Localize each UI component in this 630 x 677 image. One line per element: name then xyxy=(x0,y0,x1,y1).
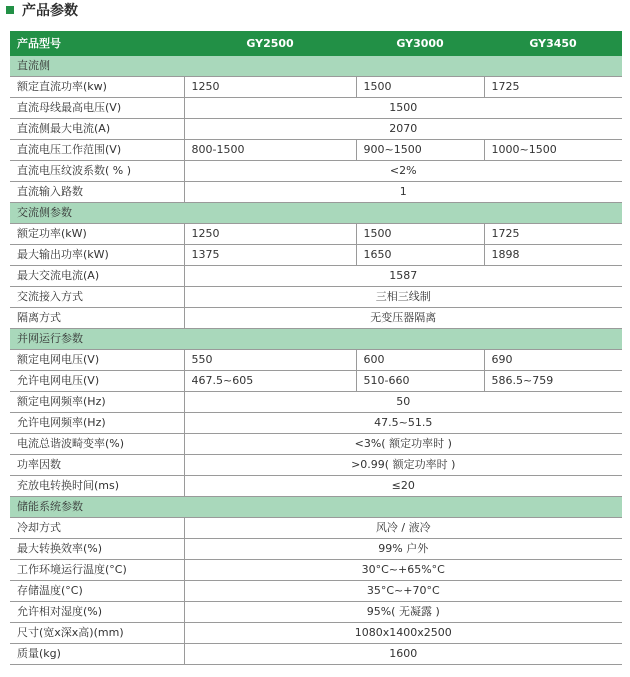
row-label: 工作环境运行温度(°C) xyxy=(10,560,184,581)
row-label: 允许电网电压(V) xyxy=(10,371,184,392)
row-value: 600 xyxy=(356,350,484,371)
section-row xyxy=(10,56,622,77)
row-value: 900~1500 xyxy=(356,140,484,161)
row-value-merged xyxy=(184,518,622,539)
table-row xyxy=(10,539,622,560)
row-value-merged xyxy=(184,308,622,329)
row-value: 2070 xyxy=(389,122,418,135)
row-value-merged xyxy=(184,581,622,602)
table-row xyxy=(10,287,622,308)
row-label: 直流母线最高电压(V) xyxy=(10,98,184,119)
table-row xyxy=(10,623,622,644)
row-label: 额定电网电压(V) xyxy=(10,350,184,371)
row-value: 35°C~+70°C xyxy=(366,584,440,597)
row-value-merged xyxy=(184,266,622,287)
row-value: 800-1500 xyxy=(184,140,356,161)
row-label: 额定功率(kW) xyxy=(10,224,184,245)
row-label: 存储温度(°C) xyxy=(10,581,184,602)
row-value: <3%( 额定功率时 ) xyxy=(354,437,452,450)
table-row xyxy=(10,560,622,581)
section-label: 交流侧参数 xyxy=(10,203,622,224)
table-row xyxy=(10,161,622,182)
row-value-merged xyxy=(184,644,622,665)
row-label: 直流电压纹波系数( % ) xyxy=(10,161,184,182)
section-row xyxy=(10,497,622,518)
table-row xyxy=(10,224,622,245)
row-value: >0.99( 额定功率时 ) xyxy=(351,458,456,471)
row-value: 1080x1400x2500 xyxy=(354,626,452,639)
row-label: 最大输出功率(kW) xyxy=(10,245,184,266)
row-value: 1600 xyxy=(389,647,418,660)
table-row xyxy=(10,602,622,623)
row-label: 直流侧最大电流(A) xyxy=(10,119,184,140)
row-value: 690 xyxy=(484,350,622,371)
row-value: 1725 xyxy=(484,77,622,98)
table-row xyxy=(10,581,622,602)
row-value: <2% xyxy=(389,164,417,177)
row-value: 47.5~51.5 xyxy=(374,416,433,429)
row-label: 充放电转换时间(ms) xyxy=(10,476,184,497)
table-header-row xyxy=(10,31,622,56)
row-label: 最大转换效率(%) xyxy=(10,539,184,560)
row-value: 95%( 无凝露 ) xyxy=(366,605,440,618)
section-label: 并网运行参数 xyxy=(10,329,622,350)
row-value-merged xyxy=(184,161,622,182)
row-value: 1898 xyxy=(484,245,622,266)
header-gy3000: GY3000 xyxy=(356,31,484,56)
row-value: 1587 xyxy=(389,269,418,282)
row-value: 1725 xyxy=(484,224,622,245)
row-label: 直流电压工作范围(V) xyxy=(10,140,184,161)
table-row xyxy=(10,371,622,392)
row-label: 尺寸(宽x深x高)(mm) xyxy=(10,623,184,644)
table-row xyxy=(10,140,622,161)
table-row xyxy=(10,245,622,266)
table-row xyxy=(10,434,622,455)
row-value: 50 xyxy=(396,395,411,408)
row-label: 交流接入方式 xyxy=(10,287,184,308)
row-label: 电流总谐波畸变率(%) xyxy=(10,434,184,455)
title-marker xyxy=(6,6,14,14)
table-row xyxy=(10,350,622,371)
section-row xyxy=(10,329,622,350)
row-value-merged xyxy=(184,476,622,497)
row-value: 550 xyxy=(184,350,356,371)
table-row xyxy=(10,182,622,203)
row-value: 1250 xyxy=(184,77,356,98)
row-value: 1650 xyxy=(356,245,484,266)
row-value: 无变压器隔离 xyxy=(370,311,437,324)
row-label: 功率因数 xyxy=(10,455,184,476)
header-gy3450: GY3450 xyxy=(484,31,622,56)
row-value: 三相三线制 xyxy=(375,290,431,303)
table-row xyxy=(10,392,622,413)
row-value: 510-660 xyxy=(356,371,484,392)
table-row xyxy=(10,266,622,287)
table-row xyxy=(10,308,622,329)
row-label: 最大交流电流(A) xyxy=(10,266,184,287)
table-row xyxy=(10,98,622,119)
row-value: 1375 xyxy=(184,245,356,266)
row-value: 风冷 / 液冷 xyxy=(375,521,431,534)
row-value: 1500 xyxy=(356,224,484,245)
table-row xyxy=(10,455,622,476)
row-value-merged xyxy=(184,413,622,434)
section-row xyxy=(10,203,622,224)
section-label: 直流侧 xyxy=(10,56,622,77)
header-model: 产品型号 xyxy=(10,31,184,56)
row-value-merged xyxy=(184,392,622,413)
row-value: 30°C~+65%°C xyxy=(361,563,445,576)
row-value: 467.5~605 xyxy=(184,371,356,392)
row-value-merged xyxy=(184,560,622,581)
row-value: 1000~1500 xyxy=(484,140,622,161)
table-row xyxy=(10,413,622,434)
row-value: 99% 户外 xyxy=(378,542,429,555)
table-row xyxy=(10,476,622,497)
row-label: 冷却方式 xyxy=(10,518,184,539)
table-row xyxy=(10,644,622,665)
row-value-merged xyxy=(184,602,622,623)
row-value: 1500 xyxy=(356,77,484,98)
row-value-merged xyxy=(184,434,622,455)
row-label: 允许相对湿度(%) xyxy=(10,602,184,623)
row-value: 1 xyxy=(399,185,407,198)
spec-table xyxy=(10,31,622,665)
section-label: 储能系统参数 xyxy=(10,497,622,518)
row-value: 586.5~759 xyxy=(484,371,622,392)
page-title xyxy=(6,0,78,20)
row-value-merged xyxy=(184,119,622,140)
page-title-text: 产品参数 xyxy=(22,3,78,19)
row-value-merged xyxy=(184,455,622,476)
row-value: ≤20 xyxy=(391,479,415,492)
spec-table-body xyxy=(10,56,622,665)
row-value-merged xyxy=(184,539,622,560)
table-row xyxy=(10,518,622,539)
row-label: 隔离方式 xyxy=(10,308,184,329)
row-value: 1250 xyxy=(184,224,356,245)
row-value-merged xyxy=(184,98,622,119)
row-label: 额定直流功率(kw) xyxy=(10,77,184,98)
row-label: 质量(kg) xyxy=(10,644,184,665)
header-gy2500: GY2500 xyxy=(184,31,356,56)
table-row xyxy=(10,119,622,140)
table-row xyxy=(10,77,622,98)
row-label: 直流输入路数 xyxy=(10,182,184,203)
row-label: 允许电网频率(Hz) xyxy=(10,413,184,434)
row-label: 额定电网频率(Hz) xyxy=(10,392,184,413)
row-value: 1500 xyxy=(389,101,418,114)
row-value-merged xyxy=(184,623,622,644)
row-value-merged xyxy=(184,287,622,308)
row-value-merged xyxy=(184,182,622,203)
